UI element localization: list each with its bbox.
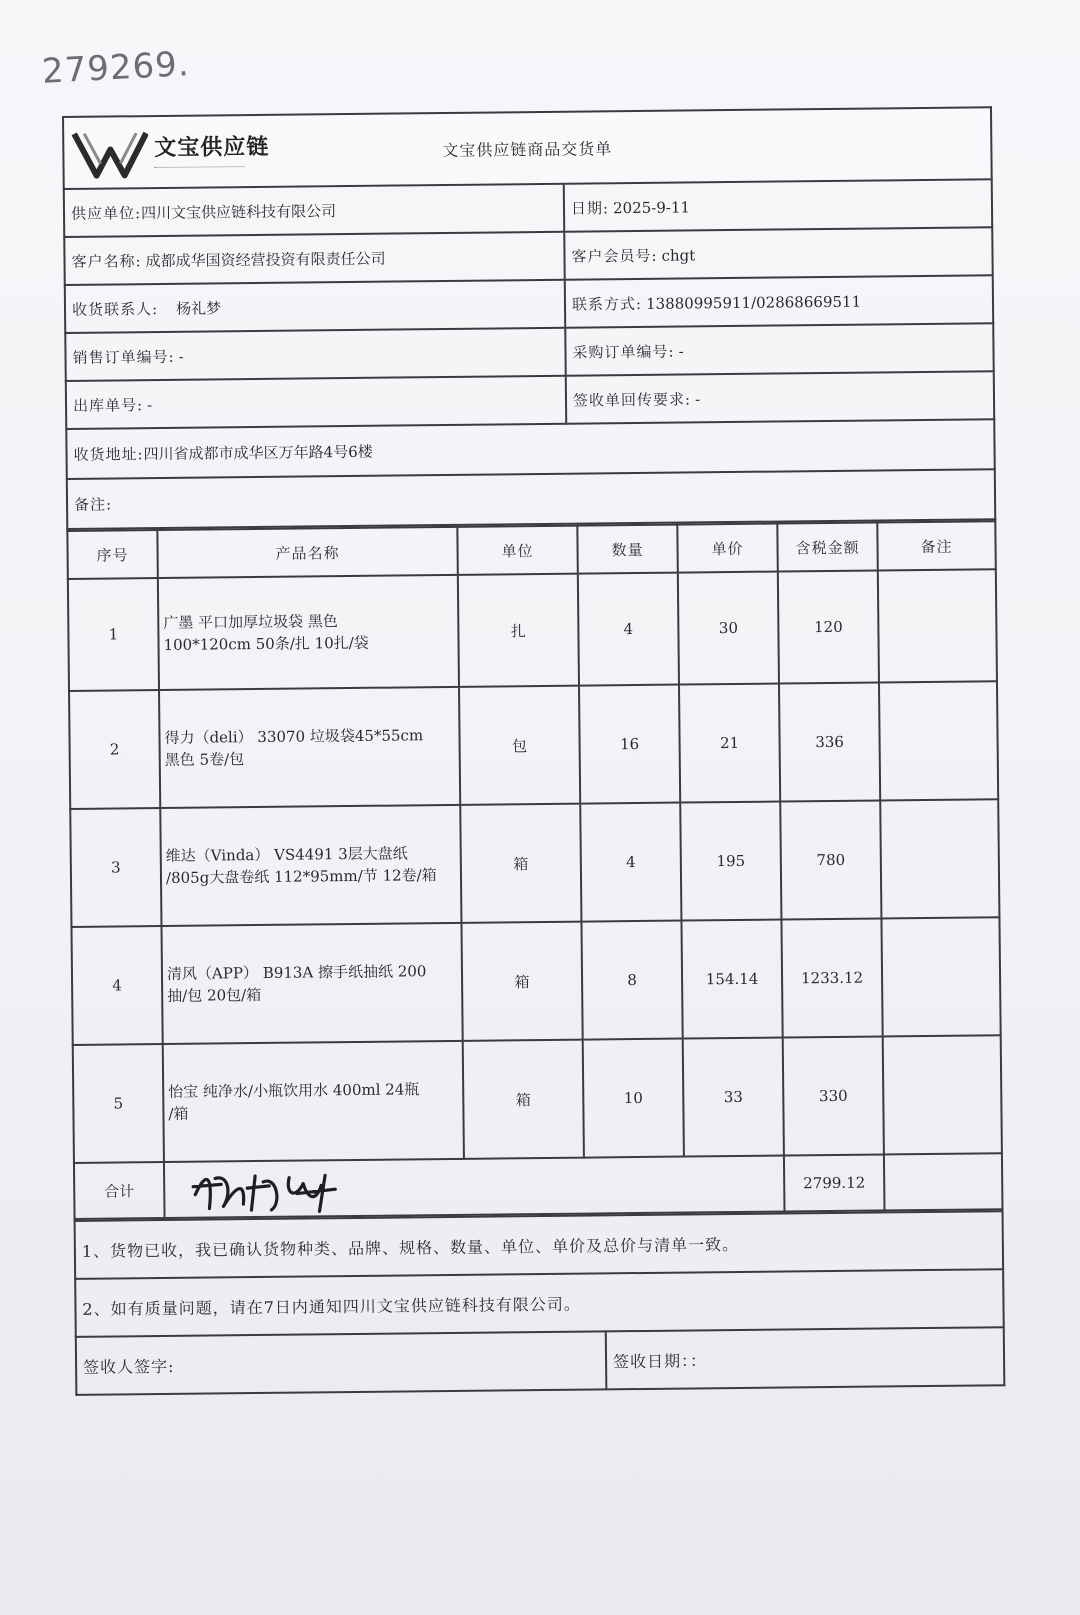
col-header-qty: 数量 — [577, 525, 677, 574]
delivery-note-sheet — [62, 106, 1005, 1396]
receiver-value: 杨礼梦 — [175, 298, 222, 318]
total-label: 合计 — [74, 1162, 165, 1219]
info-table — [63, 178, 997, 530]
contact-cell — [565, 275, 993, 327]
remarks-label: 备注: — [73, 494, 113, 514]
purchase-order-value: - — [678, 342, 684, 361]
total-row — [74, 1153, 1003, 1219]
supplier-value: 四川文宝供应链科技有限公司 — [140, 201, 337, 222]
cell-amount: 330 — [783, 1036, 884, 1155]
cell-unit: 包 — [459, 686, 580, 805]
document-title: 文宝供应链商品交货单 — [442, 139, 613, 161]
address-value: 四川省成都市成华区万年路4号6楼 — [143, 442, 373, 463]
receiver-label: 收货联系人: — [71, 299, 159, 319]
cell-note — [883, 1035, 1002, 1154]
footer-note-row-1 — [75, 1211, 1004, 1279]
info-row-remarks — [67, 469, 995, 529]
product-name-line2: 黑色 5卷/包 — [164, 750, 245, 769]
member-label: 客户会员号: — [571, 246, 658, 266]
col-header-unit: 单位 — [457, 526, 577, 575]
cell-product-name — [158, 575, 459, 690]
outbound-value: - — [146, 395, 153, 414]
cell-price: 30 — [678, 572, 779, 685]
logo-subtitle-line — [155, 166, 245, 172]
cell-qty: 4 — [580, 803, 681, 922]
contact-label: 联系方式: — [571, 294, 643, 314]
address-label: 收货地址: — [73, 444, 144, 464]
table-row — [68, 569, 997, 691]
cell-note — [881, 917, 1000, 1036]
cell-qty: 16 — [579, 685, 680, 804]
cell-note — [878, 569, 997, 682]
col-header-price: 单价 — [677, 524, 777, 573]
cell-no: 3 — [70, 808, 161, 927]
contact-value: 13880995911/02868669511 — [645, 292, 862, 313]
total-note — [884, 1153, 1003, 1210]
outbound-cell — [66, 376, 566, 429]
cell-no: 5 — [73, 1044, 164, 1163]
cell-product-name — [161, 923, 462, 1044]
purchase-order-cell — [565, 323, 993, 375]
product-name-line2: 抽/包 20包/箱 — [167, 985, 262, 1005]
receiver-cell — [65, 280, 565, 333]
product-name-line1: 怡宝 纯净水/小瓶饮用水 400ml 24瓶 — [168, 1080, 420, 1101]
date-value: 2025-9-11 — [612, 197, 691, 217]
cell-qty: 4 — [578, 573, 679, 686]
product-name-line2: /箱 — [168, 1104, 189, 1123]
cell-price: 21 — [679, 684, 780, 803]
date-cell — [564, 179, 992, 231]
cell-amount: 336 — [779, 682, 880, 801]
cell-amount: 120 — [778, 570, 879, 683]
cell-unit: 箱 — [461, 922, 582, 1041]
cell-qty: 10 — [583, 1039, 684, 1158]
customer-cell — [64, 232, 564, 285]
cell-unit: 箱 — [463, 1040, 584, 1159]
table-row — [73, 1035, 1002, 1163]
signer-label: 签收人签字: — [76, 1331, 607, 1395]
col-header-no: 序号 — [67, 530, 157, 579]
cell-amount: 780 — [780, 800, 881, 919]
cell-note — [879, 681, 998, 800]
total-amount: 2799.12 — [784, 1154, 885, 1211]
footer-note-2: 2、如有质量问题，请在7日内通知四川文宝供应链科技有限公司。 — [75, 1269, 1004, 1337]
cell-product-name — [163, 1041, 464, 1162]
cell-unit: 扎 — [458, 574, 579, 687]
col-header-note: 备注 — [877, 521, 995, 570]
footer-note-1: 1、货物已收，我已确认货物种类、品牌、规格、数量、单位、单价及总价与清单一致。 — [75, 1211, 1004, 1279]
cell-amount: 1233.12 — [781, 918, 882, 1037]
col-header-name: 产品名称 — [157, 527, 457, 578]
date-label: 日期: — [570, 198, 610, 218]
cell-price: 195 — [680, 802, 781, 921]
supplier-label: 供应单位: — [70, 203, 142, 223]
cell-note — [880, 799, 999, 918]
product-name-line2: /805g大盘卷纸 112*95mm/节 12卷/箱 — [165, 866, 437, 887]
document-header — [62, 106, 993, 188]
product-name-line1: 清风（APP） B913A 擦手纸抽纸 200 — [166, 962, 427, 983]
product-name-line1: 得力（deli） 33070 垃圾袋45*55cm — [164, 726, 424, 747]
table-row — [70, 799, 999, 927]
sales-order-label: 销售订单编号: — [72, 347, 175, 367]
sign-date-label: 签收日期：： — [606, 1327, 1005, 1389]
cell-price: 33 — [683, 1038, 784, 1157]
customer-label: 客户名称: — [71, 251, 142, 271]
customer-value: 成都成华国资经营投资有限责任公司 — [145, 249, 386, 270]
supplier-cell — [64, 184, 564, 237]
return-value: - — [694, 389, 701, 408]
return-label: 签收单回传要求: — [572, 389, 692, 410]
member-cell — [564, 227, 992, 279]
cell-product-name — [160, 805, 461, 926]
sales-order-value: - — [178, 347, 184, 366]
items-table — [66, 520, 1003, 1220]
footer-note-row-2 — [75, 1269, 1004, 1337]
cell-price: 154.14 — [681, 920, 782, 1039]
logo-name: 文宝供应链 — [154, 134, 270, 161]
table-row — [69, 681, 998, 809]
total-signature-cell — [164, 1155, 785, 1217]
cell-no: 4 — [71, 926, 162, 1045]
cell-no: 2 — [69, 690, 160, 809]
cell-product-name — [159, 687, 460, 808]
cell-unit: 箱 — [460, 804, 581, 923]
member-value: chgt — [661, 245, 696, 265]
purchase-order-label: 采购订单编号: — [572, 342, 675, 362]
product-name-line2: 100*120cm 50条/扎 10扎/袋 — [163, 633, 369, 654]
cell-qty: 8 — [581, 921, 682, 1040]
product-name-line1: 广墨 平口加厚垃圾袋 黑色 — [163, 612, 338, 632]
cell-no: 1 — [68, 578, 159, 691]
col-header-amount: 含税金额 — [777, 522, 877, 571]
remarks-cell — [67, 469, 995, 529]
footer-table — [74, 1210, 1006, 1396]
table-row — [71, 917, 1000, 1045]
sales-order-cell — [65, 328, 565, 381]
outbound-label: 出库单号: — [72, 395, 144, 415]
footer-sign-row — [76, 1327, 1005, 1395]
return-cell — [566, 371, 994, 423]
product-name-line1: 维达（Vinda） VS4491 3层大盘纸 — [165, 844, 408, 865]
handwritten-signature — [185, 1163, 356, 1217]
handwritten-note: 279269. — [41, 44, 191, 92]
